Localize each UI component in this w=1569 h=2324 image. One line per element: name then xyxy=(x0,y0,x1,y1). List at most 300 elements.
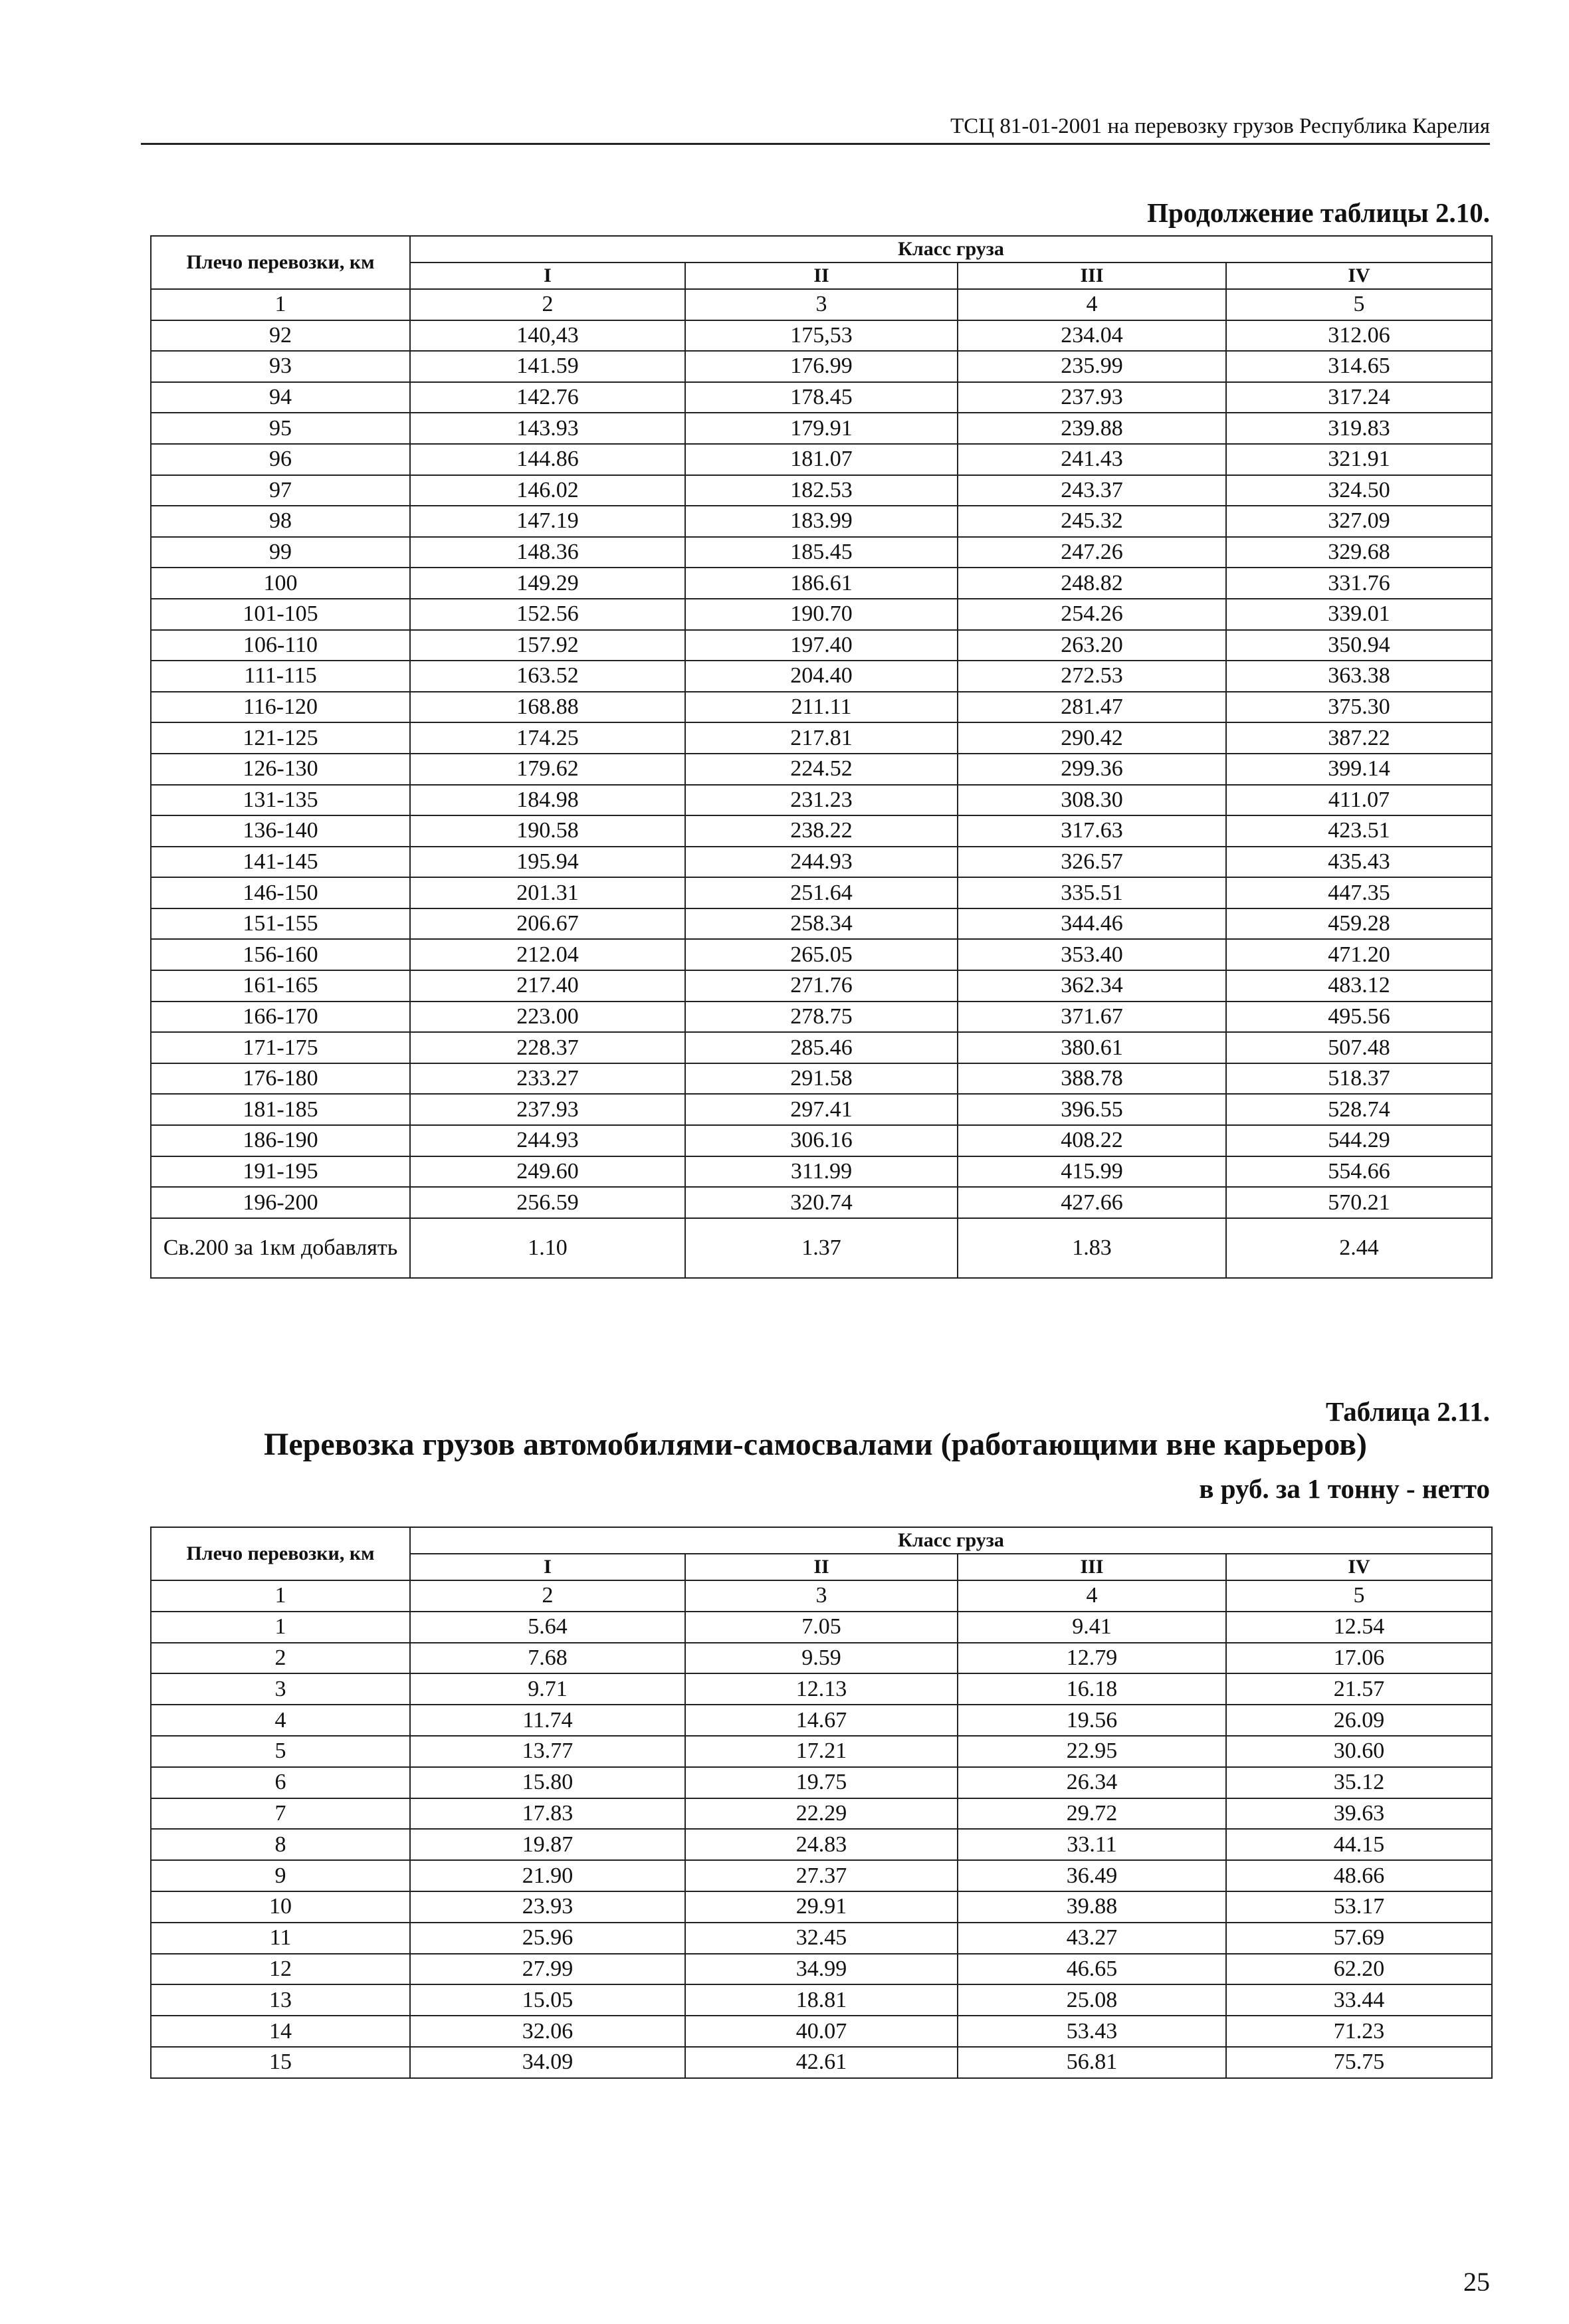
table-row xyxy=(151,630,1492,661)
price-cell: 53.17 xyxy=(1226,1891,1492,1923)
shoulder-cell: 15 xyxy=(151,2047,410,2078)
price-cell: 23.93 xyxy=(410,1891,685,1923)
price-cell: 335.51 xyxy=(958,877,1226,908)
price-cell: 27.99 xyxy=(410,1954,685,1985)
table-row xyxy=(151,1612,1492,1643)
price-cell: 291.58 xyxy=(685,1063,958,1095)
price-cell: 56.81 xyxy=(958,2047,1226,2078)
shoulder-cell: 2 xyxy=(151,1643,410,1674)
price-cell: 168.88 xyxy=(410,692,685,723)
price-cell: 71.23 xyxy=(1226,2016,1492,2047)
price-cell: 26.09 xyxy=(1226,1705,1492,1736)
price-cell: 141.59 xyxy=(410,351,685,382)
header-shoulder: Плечо перевозки, км xyxy=(151,236,410,289)
price-cell: 186.61 xyxy=(685,568,958,599)
shoulder-cell: 100 xyxy=(151,568,410,599)
price-cell: 42.61 xyxy=(685,2047,958,2078)
price-cell: 182.53 xyxy=(685,475,958,506)
shoulder-cell: 3 xyxy=(151,1673,410,1705)
price-cell: 233.27 xyxy=(410,1063,685,1095)
table-row xyxy=(151,1218,1492,1278)
column-number: 2 xyxy=(410,1580,685,1612)
table-row xyxy=(151,1923,1492,1954)
table-row xyxy=(151,1125,1492,1156)
shoulder-cell: 156-160 xyxy=(151,939,410,970)
header-class-1: I xyxy=(410,263,685,289)
price-cell: 39.88 xyxy=(958,1891,1226,1923)
price-cell: 244.93 xyxy=(685,847,958,878)
price-cell: 147.19 xyxy=(410,506,685,537)
price-cell: 256.59 xyxy=(410,1187,685,1218)
column-numbering-row xyxy=(151,1580,1492,1612)
shoulder-cell: 8 xyxy=(151,1829,410,1860)
shoulder-cell: 101-105 xyxy=(151,599,410,630)
price-cell: 217.40 xyxy=(410,970,685,1002)
column-number: 4 xyxy=(958,289,1226,320)
price-cell: 29.91 xyxy=(685,1891,958,1923)
price-cell: 423.51 xyxy=(1226,815,1492,847)
column-number: 3 xyxy=(685,289,958,320)
table-row xyxy=(151,908,1492,940)
price-cell: 231.23 xyxy=(685,785,958,816)
price-cell: 15.05 xyxy=(410,1984,685,2016)
shoulder-cell: 126-130 xyxy=(151,754,410,785)
price-cell: 1.83 xyxy=(958,1218,1226,1278)
price-cell: 281.47 xyxy=(958,692,1226,723)
price-cell: 179.91 xyxy=(685,413,958,444)
price-cell: 53.43 xyxy=(958,2016,1226,2047)
shoulder-cell: 161-165 xyxy=(151,970,410,1002)
column-number: 3 xyxy=(685,1580,958,1612)
price-cell: 2.44 xyxy=(1226,1218,1492,1278)
price-cell: 144.86 xyxy=(410,444,685,475)
price-cell: 148.36 xyxy=(410,537,685,568)
price-cell: 241.43 xyxy=(958,444,1226,475)
price-cell: 12.54 xyxy=(1226,1612,1492,1643)
price-cell: 197.40 xyxy=(685,630,958,661)
page-number: 25 xyxy=(1463,2267,1490,2297)
price-cell: 34.09 xyxy=(410,2047,685,2078)
shoulder-cell: 186-190 xyxy=(151,1125,410,1156)
table-row xyxy=(151,1032,1492,1063)
price-cell: 40.07 xyxy=(685,2016,958,2047)
price-cell: 33.44 xyxy=(1226,1984,1492,2016)
price-cell: 471.20 xyxy=(1226,939,1492,970)
table-row xyxy=(151,1643,1492,1674)
price-cell: 238.22 xyxy=(685,815,958,847)
table-row xyxy=(151,785,1492,816)
header-class-4: IV xyxy=(1226,263,1492,289)
price-cell: 317.24 xyxy=(1226,382,1492,413)
price-cell: 326.57 xyxy=(958,847,1226,878)
table-2-11 xyxy=(150,1527,1493,2079)
price-cell: 179.62 xyxy=(410,754,685,785)
price-cell: 178.45 xyxy=(685,382,958,413)
table-row xyxy=(151,2047,1492,2078)
table-row xyxy=(151,1187,1492,1218)
shoulder-cell: 121-125 xyxy=(151,722,410,754)
price-cell: 396.55 xyxy=(958,1094,1226,1125)
price-cell: 375.30 xyxy=(1226,692,1492,723)
price-cell: 19.87 xyxy=(410,1829,685,1860)
price-cell: 18.81 xyxy=(685,1984,958,2016)
shoulder-cell: 106-110 xyxy=(151,630,410,661)
price-cell: 297.41 xyxy=(685,1094,958,1125)
price-cell: 36.49 xyxy=(958,1860,1226,1891)
header-class-3: III xyxy=(958,1554,1226,1580)
price-cell: 312.06 xyxy=(1226,320,1492,352)
price-cell: 258.34 xyxy=(685,908,958,940)
table-row xyxy=(151,1984,1492,2016)
table-row xyxy=(151,1705,1492,1736)
table-row xyxy=(151,661,1492,692)
column-number: 5 xyxy=(1226,1580,1492,1612)
table-row xyxy=(151,1798,1492,1830)
price-cell: 308.30 xyxy=(958,785,1226,816)
header-cargo-class: Класс груза xyxy=(410,236,1492,263)
price-cell: 254.26 xyxy=(958,599,1226,630)
shoulder-cell: 151-155 xyxy=(151,908,410,940)
shoulder-cell: 181-185 xyxy=(151,1094,410,1125)
price-cell: 21.90 xyxy=(410,1860,685,1891)
price-cell: 306.16 xyxy=(685,1125,958,1156)
price-cell: 314.65 xyxy=(1226,351,1492,382)
price-cell: 353.40 xyxy=(958,939,1226,970)
table-row xyxy=(151,1891,1492,1923)
price-cell: 554.66 xyxy=(1226,1156,1492,1188)
price-cell: 5.64 xyxy=(410,1612,685,1643)
shoulder-cell: 94 xyxy=(151,382,410,413)
price-cell: 146.02 xyxy=(410,475,685,506)
price-cell: 544.29 xyxy=(1226,1125,1492,1156)
price-cell: 16.18 xyxy=(958,1673,1226,1705)
price-cell: 339.01 xyxy=(1226,599,1492,630)
price-cell: 7.68 xyxy=(410,1643,685,1674)
price-cell: 174.25 xyxy=(410,722,685,754)
price-cell: 271.76 xyxy=(685,970,958,1002)
table-row xyxy=(151,1860,1492,1891)
shoulder-cell: 10 xyxy=(151,1891,410,1923)
price-cell: 447.35 xyxy=(1226,877,1492,908)
price-cell: 32.45 xyxy=(685,1923,958,1954)
column-number: 1 xyxy=(151,1580,410,1612)
price-cell: 185.45 xyxy=(685,537,958,568)
price-cell: 290.42 xyxy=(958,722,1226,754)
shoulder-cell: 13 xyxy=(151,1984,410,2016)
table-row xyxy=(151,815,1492,847)
price-cell: 17.83 xyxy=(410,1798,685,1830)
shoulder-cell: 196-200 xyxy=(151,1187,410,1218)
price-cell: 195.94 xyxy=(410,847,685,878)
price-cell: 12.79 xyxy=(958,1643,1226,1674)
price-cell: 223.00 xyxy=(410,1002,685,1033)
table-2-11-title: Перевозка грузов автомобилями-самосвалами (работающими вне карьеров) xyxy=(263,1427,1368,1462)
price-cell: 175,53 xyxy=(685,320,958,352)
table-row xyxy=(151,1063,1492,1095)
column-number: 2 xyxy=(410,289,685,320)
shoulder-cell: 96 xyxy=(151,444,410,475)
header-class-4: IV xyxy=(1226,1554,1492,1580)
price-cell: 14.67 xyxy=(685,1705,958,1736)
price-cell: 299.36 xyxy=(958,754,1226,785)
price-cell: 415.99 xyxy=(958,1156,1226,1188)
price-cell: 459.28 xyxy=(1226,908,1492,940)
price-cell: 9.71 xyxy=(410,1673,685,1705)
price-cell: 7.05 xyxy=(685,1612,958,1643)
table-row xyxy=(151,1767,1492,1798)
price-cell: 344.46 xyxy=(958,908,1226,940)
price-cell: 181.07 xyxy=(685,444,958,475)
price-cell: 17.21 xyxy=(685,1736,958,1767)
price-cell: 11.74 xyxy=(410,1705,685,1736)
price-cell: 9.41 xyxy=(958,1612,1226,1643)
header-class-3: III xyxy=(958,263,1226,289)
price-cell: 321.91 xyxy=(1226,444,1492,475)
shoulder-cell: 14 xyxy=(151,2016,410,2047)
table-row xyxy=(151,568,1492,599)
price-cell: 30.60 xyxy=(1226,1736,1492,1767)
price-cell: 22.95 xyxy=(958,1736,1226,1767)
price-cell: 204.40 xyxy=(685,661,958,692)
price-cell: 12.13 xyxy=(685,1673,958,1705)
price-cell: 327.09 xyxy=(1226,506,1492,537)
price-cell: 44.15 xyxy=(1226,1829,1492,1860)
shoulder-cell: 12 xyxy=(151,1954,410,1985)
price-cell: 140,43 xyxy=(410,320,685,352)
price-cell: 285.46 xyxy=(685,1032,958,1063)
price-cell: 9.59 xyxy=(685,1643,958,1674)
price-cell: 35.12 xyxy=(1226,1767,1492,1798)
table-row xyxy=(151,506,1492,537)
table-row xyxy=(151,1954,1492,1985)
price-cell: 25.08 xyxy=(958,1984,1226,2016)
column-number: 4 xyxy=(958,1580,1226,1612)
price-cell: 350.94 xyxy=(1226,630,1492,661)
table-row xyxy=(151,722,1492,754)
price-cell: 249.60 xyxy=(410,1156,685,1188)
price-cell: 163.52 xyxy=(410,661,685,692)
header-cargo-class: Класс груза xyxy=(410,1527,1492,1554)
price-cell: 176.99 xyxy=(685,351,958,382)
shoulder-cell: Св.200 за 1км добавлять xyxy=(151,1218,410,1278)
price-cell: 32.06 xyxy=(410,2016,685,2047)
price-cell: 33.11 xyxy=(958,1829,1226,1860)
price-cell: 46.65 xyxy=(958,1954,1226,1985)
price-cell: 224.52 xyxy=(685,754,958,785)
price-cell: 142.76 xyxy=(410,382,685,413)
table-row xyxy=(151,692,1492,723)
table-row xyxy=(151,1673,1492,1705)
price-cell: 244.93 xyxy=(410,1125,685,1156)
shoulder-cell: 98 xyxy=(151,506,410,537)
price-cell: 329.68 xyxy=(1226,537,1492,568)
price-cell: 34.99 xyxy=(685,1954,958,1985)
price-cell: 26.34 xyxy=(958,1767,1226,1798)
table-row xyxy=(151,1094,1492,1125)
shoulder-cell: 11 xyxy=(151,1923,410,1954)
price-cell: 13.77 xyxy=(410,1736,685,1767)
price-cell: 25.96 xyxy=(410,1923,685,1954)
price-cell: 149.29 xyxy=(410,568,685,599)
header-class-1: I xyxy=(410,1554,685,1580)
shoulder-cell: 92 xyxy=(151,320,410,352)
shoulder-cell: 93 xyxy=(151,351,410,382)
shoulder-cell: 141-145 xyxy=(151,847,410,878)
table-row xyxy=(151,970,1492,1002)
shoulder-cell: 111-115 xyxy=(151,661,410,692)
table-row xyxy=(151,444,1492,475)
shoulder-cell: 116-120 xyxy=(151,692,410,723)
price-cell: 19.75 xyxy=(685,1767,958,1798)
column-number: 5 xyxy=(1226,289,1492,320)
price-cell: 371.67 xyxy=(958,1002,1226,1033)
shoulder-cell: 136-140 xyxy=(151,815,410,847)
table-2-11-unit: в руб. за 1 тонну - нетто xyxy=(1199,1473,1490,1504)
table-row xyxy=(151,382,1492,413)
shoulder-cell: 146-150 xyxy=(151,877,410,908)
shoulder-cell: 176-180 xyxy=(151,1063,410,1095)
price-cell: 234.04 xyxy=(958,320,1226,352)
table-row xyxy=(151,847,1492,878)
price-cell: 217.81 xyxy=(685,722,958,754)
table-row xyxy=(151,351,1492,382)
price-cell: 22.29 xyxy=(685,1798,958,1830)
price-cell: 19.56 xyxy=(958,1705,1226,1736)
price-cell: 27.37 xyxy=(685,1860,958,1891)
table-row xyxy=(151,1156,1492,1188)
price-cell: 247.26 xyxy=(958,537,1226,568)
header-class-2: II xyxy=(685,1554,958,1580)
price-cell: 57.69 xyxy=(1226,1923,1492,1954)
table-row xyxy=(151,599,1492,630)
price-cell: 184.98 xyxy=(410,785,685,816)
table-row xyxy=(151,1002,1492,1033)
shoulder-cell: 171-175 xyxy=(151,1032,410,1063)
price-cell: 272.53 xyxy=(958,661,1226,692)
shoulder-cell: 131-135 xyxy=(151,785,410,816)
price-cell: 1.37 xyxy=(685,1218,958,1278)
price-cell: 1.10 xyxy=(410,1218,685,1278)
price-cell: 21.57 xyxy=(1226,1673,1492,1705)
table-row xyxy=(151,939,1492,970)
price-cell: 152.56 xyxy=(410,599,685,630)
price-cell: 48.66 xyxy=(1226,1860,1492,1891)
price-cell: 331.76 xyxy=(1226,568,1492,599)
price-cell: 495.56 xyxy=(1226,1002,1492,1033)
price-cell: 317.63 xyxy=(958,815,1226,847)
price-cell: 363.38 xyxy=(1226,661,1492,692)
price-cell: 311.99 xyxy=(685,1156,958,1188)
price-cell: 24.83 xyxy=(685,1829,958,1860)
price-cell: 411.07 xyxy=(1226,785,1492,816)
price-cell: 399.14 xyxy=(1226,754,1492,785)
price-cell: 228.37 xyxy=(410,1032,685,1063)
price-cell: 380.61 xyxy=(958,1032,1226,1063)
table-row xyxy=(151,877,1492,908)
price-cell: 483.12 xyxy=(1226,970,1492,1002)
table-row xyxy=(151,320,1492,352)
table-2-11-caption: Таблица 2.11. xyxy=(1325,1396,1490,1427)
price-cell: 251.64 xyxy=(685,877,958,908)
price-cell: 278.75 xyxy=(685,1002,958,1033)
price-cell: 435.43 xyxy=(1226,847,1492,878)
shoulder-cell: 166-170 xyxy=(151,1002,410,1033)
price-cell: 29.72 xyxy=(958,1798,1226,1830)
shoulder-cell: 95 xyxy=(151,413,410,444)
price-cell: 507.48 xyxy=(1226,1032,1492,1063)
table-row xyxy=(151,2016,1492,2047)
shoulder-cell: 7 xyxy=(151,1798,410,1830)
column-number: 1 xyxy=(151,289,410,320)
shoulder-cell: 191-195 xyxy=(151,1156,410,1188)
shoulder-cell: 6 xyxy=(151,1767,410,1798)
document-header: ТСЦ 81-01-2001 на перевозку грузов Республика Карелия xyxy=(141,114,1490,145)
price-cell: 239.88 xyxy=(958,413,1226,444)
shoulder-cell: 5 xyxy=(151,1736,410,1767)
price-cell: 39.63 xyxy=(1226,1798,1492,1830)
price-cell: 387.22 xyxy=(1226,722,1492,754)
price-cell: 248.82 xyxy=(958,568,1226,599)
shoulder-cell: 4 xyxy=(151,1705,410,1736)
price-cell: 206.67 xyxy=(410,908,685,940)
price-cell: 243.37 xyxy=(958,475,1226,506)
price-cell: 570.21 xyxy=(1226,1187,1492,1218)
price-cell: 212.04 xyxy=(410,939,685,970)
table-2-10-continuation-caption: Продолжение таблицы 2.10. xyxy=(1147,197,1490,228)
price-cell: 388.78 xyxy=(958,1063,1226,1095)
price-cell: 362.34 xyxy=(958,970,1226,1002)
price-cell: 201.31 xyxy=(410,877,685,908)
price-cell: 245.32 xyxy=(958,506,1226,537)
table-row xyxy=(151,475,1492,506)
price-cell: 324.50 xyxy=(1226,475,1492,506)
price-cell: 190.70 xyxy=(685,599,958,630)
price-cell: 75.75 xyxy=(1226,2047,1492,2078)
shoulder-cell: 99 xyxy=(151,537,410,568)
price-cell: 43.27 xyxy=(958,1923,1226,1954)
shoulder-cell: 1 xyxy=(151,1612,410,1643)
price-cell: 17.06 xyxy=(1226,1643,1492,1674)
price-cell: 408.22 xyxy=(958,1125,1226,1156)
price-cell: 237.93 xyxy=(958,382,1226,413)
table-2-10 xyxy=(150,235,1493,1279)
price-cell: 62.20 xyxy=(1226,1954,1492,1985)
price-cell: 15.80 xyxy=(410,1767,685,1798)
shoulder-cell: 97 xyxy=(151,475,410,506)
price-cell: 157.92 xyxy=(410,630,685,661)
price-cell: 265.05 xyxy=(685,939,958,970)
table-row xyxy=(151,1829,1492,1860)
table-row xyxy=(151,413,1492,444)
price-cell: 237.93 xyxy=(410,1094,685,1125)
price-cell: 143.93 xyxy=(410,413,685,444)
price-cell: 427.66 xyxy=(958,1187,1226,1218)
price-cell: 528.74 xyxy=(1226,1094,1492,1125)
table-row xyxy=(151,754,1492,785)
price-cell: 235.99 xyxy=(958,351,1226,382)
table-row xyxy=(151,1736,1492,1767)
table-row xyxy=(151,537,1492,568)
price-cell: 320.74 xyxy=(685,1187,958,1218)
header-shoulder: Плечо перевозки, км xyxy=(151,1527,410,1580)
price-cell: 319.83 xyxy=(1226,413,1492,444)
price-cell: 190.58 xyxy=(410,815,685,847)
price-cell: 183.99 xyxy=(685,506,958,537)
header-class-2: II xyxy=(685,263,958,289)
price-cell: 263.20 xyxy=(958,630,1226,661)
column-numbering-row xyxy=(151,289,1492,320)
shoulder-cell: 9 xyxy=(151,1860,410,1891)
